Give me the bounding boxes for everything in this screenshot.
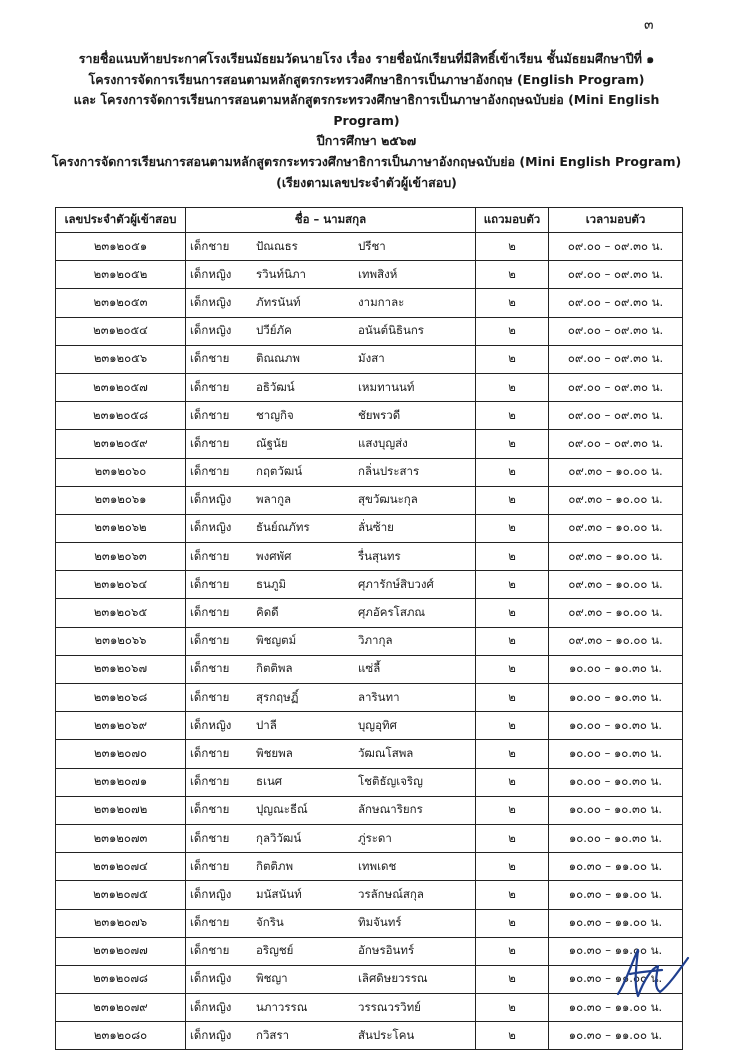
header-line: โครงการจัดการเรียนการสอนตามหลักสูตรกระทรวงศึกษาธิการเป็นภาษาอังกฤษ (English Program) [88, 71, 645, 87]
report-line-cell: ๒ [476, 571, 549, 599]
name-title: เด็กชาย [190, 379, 230, 394]
report-line-cell: ๒ [476, 937, 549, 965]
last-name: ภู่ระดา [358, 830, 392, 845]
report-time-cell: ๐๙.๓๐ – ๑๐.๐๐ น. [549, 543, 683, 571]
table-row [56, 712, 683, 740]
last-name: เทพเดช [358, 858, 397, 873]
name-title: เด็กชาย [190, 745, 230, 760]
report-line-cell: ๒ [476, 796, 549, 824]
report-time-cell: ๐๙.๓๐ – ๑๐.๐๐ น. [549, 627, 683, 655]
last-name: ลารินทา [358, 689, 400, 704]
exam-id-cell: ๒๓๑๒๐๕๖ [56, 345, 186, 373]
report-time-cell: ๑๐.๓๐ – ๑๑.๐๐ น. [549, 853, 683, 881]
exam-id-cell: ๒๓๑๒๐๗๑ [56, 768, 186, 796]
report-line-cell: ๒ [476, 824, 549, 852]
first-name: สุรกฤษฏิ์ [256, 689, 299, 704]
column-header-line: แถวมอบตัว [476, 208, 549, 233]
report-line-cell: ๒ [476, 994, 549, 1022]
exam-id-cell: ๒๓๑๒๐๖๔ [56, 571, 186, 599]
column-header-name: ชื่อ – นามสกุล [186, 208, 476, 233]
first-name: ณัฐนัย [256, 435, 288, 450]
first-name: กิตติพล [256, 661, 293, 676]
exam-id-cell: ๒๓๑๒๐๖๓ [56, 543, 186, 571]
exam-id-cell: ๒๓๑๒๐๕๙ [56, 430, 186, 458]
report-line-cell: ๒ [476, 458, 549, 486]
report-line-cell: ๒ [476, 627, 549, 655]
report-time-cell: ๐๙.๐๐ – ๐๙.๓๐ น. [549, 289, 683, 317]
report-time-cell: ๐๙.๐๐ – ๐๙.๓๐ น. [549, 317, 683, 345]
exam-id-cell: ๒๓๑๒๐๕๒ [56, 261, 186, 289]
first-name: ปุญณะธีณ์ [256, 802, 308, 817]
column-header-id: เลขประจำตัวผู้เข้าสอบ [56, 208, 186, 233]
table-row [56, 345, 683, 373]
exam-id-cell: ๒๓๑๒๐๖๒ [56, 514, 186, 542]
last-name: งามกาละ [358, 294, 405, 309]
report-time-cell: ๐๙.๓๐ – ๑๐.๐๐ น. [549, 486, 683, 514]
name-title: เด็กชาย [190, 548, 230, 563]
first-name: พิชยพล [256, 745, 293, 760]
exam-id-cell: ๒๓๑๒๐๗๕ [56, 881, 186, 909]
first-name: รวินท์นิภา [256, 266, 306, 281]
last-name: กลิ่นประสาร [358, 464, 420, 479]
exam-id-cell: ๒๓๑๒๐๕๘ [56, 402, 186, 430]
student-name-cell [186, 655, 476, 683]
exam-id-cell: ๒๓๑๒๐๗๒ [56, 796, 186, 824]
report-line-cell: ๒ [476, 261, 549, 289]
last-name: วรลักษณ์สกุล [358, 886, 424, 901]
report-line-cell: ๒ [476, 1022, 549, 1050]
first-name: ปัณณธร [256, 238, 298, 253]
last-name: รื่นสุนทร [358, 548, 401, 563]
name-title: เด็กชาย [190, 802, 230, 817]
exam-id-cell: ๒๓๑๒๐๕๗ [56, 373, 186, 401]
name-title: เด็กหญิง [190, 520, 232, 535]
student-name-cell [186, 712, 476, 740]
last-name: เหมทานนท์ [358, 379, 415, 394]
signature-stroke [618, 950, 688, 996]
exam-id-cell: ๒๓๑๒๐๗๖ [56, 909, 186, 937]
exam-id-cell: ๒๓๑๒๐๗๗ [56, 937, 186, 965]
table-header-row [56, 208, 683, 233]
table-row [56, 824, 683, 852]
student-name-cell [186, 373, 476, 401]
report-time-cell: ๑๐.๐๐ – ๑๐.๓๐ น. [549, 655, 683, 683]
table-row [56, 317, 683, 345]
table-row [56, 853, 683, 881]
first-name: ติณณภพ [256, 351, 300, 366]
student-name-cell [186, 430, 476, 458]
first-name: กิตติภพ [256, 858, 294, 873]
report-line-cell: ๒ [476, 909, 549, 937]
last-name: ปรีชา [358, 238, 386, 253]
first-name: กวิสรา [256, 1027, 290, 1042]
student-name-cell [186, 768, 476, 796]
column-header-time: เวลามอบตัว [549, 208, 683, 233]
last-name: ชัยพรวดี [358, 407, 401, 422]
student-name-cell [186, 684, 476, 712]
table-row [56, 289, 683, 317]
table-row [56, 430, 683, 458]
last-name: ลักษณาริยกร [358, 802, 423, 817]
last-name: แสงบุญส่ง [358, 435, 408, 450]
exam-id-cell: ๒๓๑๒๐๕๑ [56, 233, 186, 261]
table-row [56, 543, 683, 571]
first-name: กุลวิวัฒน์ [256, 830, 302, 845]
last-name: สุขวัฒนะกุล [358, 492, 418, 507]
name-title: เด็กหญิง [190, 717, 232, 732]
report-line-cell: ๒ [476, 881, 549, 909]
report-time-cell: ๐๙.๓๐ – ๑๐.๐๐ น. [549, 514, 683, 542]
table-row [56, 768, 683, 796]
student-name-cell [186, 853, 476, 881]
name-title: เด็กชาย [190, 435, 230, 450]
student-name-cell [186, 317, 476, 345]
report-time-cell: ๐๙.๐๐ – ๐๙.๓๐ น. [549, 373, 683, 401]
first-name: จักริน [256, 915, 284, 930]
student-name-cell [186, 599, 476, 627]
report-line-cell: ๒ [476, 853, 549, 881]
document-header [40, 49, 693, 152]
report-line-cell: ๒ [476, 430, 549, 458]
exam-id-cell: ๒๓๑๒๐๖๙ [56, 712, 186, 740]
table-row [56, 599, 683, 627]
name-title: เด็กชาย [190, 943, 230, 958]
student-name-cell [186, 514, 476, 542]
student-name-cell [186, 233, 476, 261]
table-row [56, 373, 683, 401]
last-name: แซ่ลี้ [358, 661, 381, 676]
report-time-cell: ๐๙.๓๐ – ๑๐.๐๐ น. [549, 571, 683, 599]
last-name: ทิมจันทร์ [358, 915, 402, 930]
last-name: สันประโคน [358, 1027, 415, 1042]
report-line-cell: ๒ [476, 712, 549, 740]
report-time-cell: ๐๙.๓๐ – ๑๐.๐๐ น. [549, 599, 683, 627]
report-line-cell: ๒ [476, 233, 549, 261]
report-line-cell: ๒ [476, 373, 549, 401]
first-name: อริญชย์ [256, 943, 294, 958]
report-line-cell: ๒ [476, 684, 549, 712]
report-line-cell: ๒ [476, 514, 549, 542]
first-name: อธิวัฒน์ [256, 379, 295, 394]
report-time-cell: ๐๙.๐๐ – ๐๙.๓๐ น. [549, 430, 683, 458]
student-name-cell [186, 543, 476, 571]
table-row [56, 571, 683, 599]
name-title: เด็กหญิง [190, 266, 232, 281]
student-name-cell [186, 740, 476, 768]
report-time-cell: ๑๐.๓๐ – ๑๑.๐๐ น. [549, 909, 683, 937]
student-name-cell [186, 937, 476, 965]
student-name-cell [186, 965, 476, 993]
report-time-cell: ๑๐.๓๐ – ๑๑.๐๐ น. [549, 1022, 683, 1050]
header-line: และ โครงการจัดการเรียนการสอนตามหลักสูตรกระทรวงศึกษาธิการเป็นภาษาอังกฤษฉบับย่อ (Mini English Program) [73, 92, 660, 128]
student-name-cell [186, 486, 476, 514]
name-title: เด็กชาย [190, 689, 230, 704]
last-name: วิภากุล [358, 633, 393, 648]
student-name-cell [186, 402, 476, 430]
last-name: เทพสิงห์ [358, 266, 398, 281]
name-title: เด็กชาย [190, 351, 230, 366]
last-name: โชติธัญเจริญ [358, 774, 423, 789]
name-title: เด็กหญิง [190, 886, 232, 901]
table-row [56, 994, 683, 1022]
student-name-cell [186, 1022, 476, 1050]
first-name: ธเนศ [256, 774, 283, 789]
name-title: เด็กชาย [190, 858, 230, 873]
table-row [56, 402, 683, 430]
last-name: อักษรอินทร์ [358, 943, 415, 958]
name-title: เด็กชาย [190, 605, 230, 620]
last-name: ศุภอัครโสภณ [358, 605, 426, 620]
report-time-cell: ๐๙.๐๐ – ๐๙.๓๐ น. [549, 345, 683, 373]
first-name: ปาลี [256, 717, 277, 732]
report-time-cell: ๑๐.๓๐ – ๑๑.๐๐ น. [549, 937, 683, 965]
table-row [56, 261, 683, 289]
report-time-cell: ๐๙.๓๐ – ๑๐.๐๐ น. [549, 458, 683, 486]
table-row [56, 458, 683, 486]
table-row [56, 937, 683, 965]
exam-id-cell: ๒๓๑๒๐๖๗ [56, 655, 186, 683]
first-name: นภาวรรณ [256, 999, 308, 1014]
name-title: เด็กชาย [190, 774, 230, 789]
report-line-cell: ๒ [476, 655, 549, 683]
student-name-cell [186, 994, 476, 1022]
exam-id-cell: ๒๓๑๒๐๕๔ [56, 317, 186, 345]
report-time-cell: ๑๐.๐๐ – ๑๐.๓๐ น. [549, 796, 683, 824]
student-name-cell [186, 289, 476, 317]
report-time-cell: ๑๐.๐๐ – ๑๐.๓๐ น. [549, 684, 683, 712]
header-line: ปีการศึกษา ๒๕๖๗ [316, 133, 417, 148]
report-line-cell: ๒ [476, 402, 549, 430]
student-roster-table [55, 207, 683, 1050]
last-name: มังสา [358, 351, 385, 366]
report-time-cell: ๑๐.๐๐ – ๑๐.๓๐ น. [549, 740, 683, 768]
table-body [56, 233, 683, 1050]
last-name: ลั่นซ้าย [358, 520, 394, 535]
table-row [56, 627, 683, 655]
header-line: รายชื่อแนบท้ายประกาศโรงเรียนมัธยมวัดนายโรง เรื่อง รายชื่อนักเรียนที่มีสิทธิ์เข้าเรียน ชั้นมัธยมศึกษาปีที่ ๑ [78, 51, 655, 66]
table-row [56, 796, 683, 824]
name-title: เด็กหญิง [190, 1027, 232, 1042]
report-line-cell: ๒ [476, 317, 549, 345]
student-name-cell [186, 824, 476, 852]
report-time-cell: ๐๙.๐๐ – ๐๙.๓๐ น. [549, 402, 683, 430]
first-name: ธนภูมิ [256, 576, 287, 591]
table-row [56, 684, 683, 712]
report-time-cell: ๑๐.๓๐ – ๑๑.๐๐ น. [549, 994, 683, 1022]
student-name-cell [186, 909, 476, 937]
name-title: เด็กหญิง [190, 294, 232, 309]
last-name: เลิศดิษยวรรณ [358, 971, 428, 986]
student-name-cell [186, 345, 476, 373]
report-time-cell: ๑๐.๐๐ – ๑๐.๓๐ น. [549, 768, 683, 796]
report-line-cell: ๒ [476, 740, 549, 768]
name-title: เด็กชาย [190, 915, 230, 930]
first-name: ภัทรนันท์ [256, 294, 301, 309]
name-title: เด็กหญิง [190, 323, 232, 338]
report-line-cell: ๒ [476, 345, 549, 373]
first-name: พิชญา [256, 971, 288, 986]
first-name: ชาญกิจ [256, 407, 294, 422]
student-name-cell [186, 796, 476, 824]
name-title: เด็กหญิง [190, 999, 232, 1014]
last-name: วัฒณโสพล [358, 745, 414, 760]
table-row [56, 965, 683, 993]
exam-id-cell: ๒๓๑๒๐๖๘ [56, 684, 186, 712]
table-row [56, 514, 683, 542]
exam-id-cell: ๒๓๑๒๐๕๓ [56, 289, 186, 317]
signature-mark [612, 938, 694, 1006]
table-row [56, 909, 683, 937]
name-title: เด็กชาย [190, 661, 230, 676]
name-title: เด็กชาย [190, 830, 230, 845]
last-name: ศุภารักษ์สิบวงศ์ [358, 576, 434, 591]
first-name: พิชญตม์ [256, 633, 297, 648]
report-time-cell: ๑๐.๐๐ – ๑๐.๓๐ น. [549, 712, 683, 740]
report-line-cell: ๒ [476, 768, 549, 796]
name-title: เด็กชาย [190, 576, 230, 591]
table-row [56, 1022, 683, 1050]
exam-id-cell: ๒๓๑๒๐๗๓ [56, 824, 186, 852]
exam-id-cell: ๒๓๑๒๐๗๐ [56, 740, 186, 768]
name-title: เด็กชาย [190, 464, 230, 479]
table-row [56, 486, 683, 514]
report-time-cell: ๑๐.๓๐ – ๑๑.๐๐ น. [549, 881, 683, 909]
report-time-cell: ๑๐.๓๐ – ๑๑.๐๐ น. [549, 965, 683, 993]
student-name-cell [186, 458, 476, 486]
name-title: เด็กหญิง [190, 492, 232, 507]
first-name: คิดดี [256, 605, 279, 620]
name-title: เด็กชาย [190, 633, 230, 648]
page-number: ๓ [644, 17, 654, 33]
student-name-cell [186, 571, 476, 599]
report-line-cell: ๒ [476, 486, 549, 514]
report-line-cell: ๒ [476, 289, 549, 317]
exam-id-cell: ๒๓๑๒๐๖๖ [56, 627, 186, 655]
sort-note: (เรียงตามเลขประจำตัวผู้เข้าสอบ) [276, 175, 457, 190]
name-title: เด็กหญิง [190, 971, 232, 986]
table-row [56, 881, 683, 909]
first-name: มนัสนันท์ [256, 886, 302, 901]
exam-id-cell: ๒๓๑๒๐๗๔ [56, 853, 186, 881]
table-row [56, 655, 683, 683]
first-name: กฤตวัฒน์ [256, 464, 303, 479]
report-line-cell: ๒ [476, 599, 549, 627]
report-time-cell: ๐๙.๐๐ – ๐๙.๓๐ น. [549, 233, 683, 261]
table-row [56, 233, 683, 261]
exam-id-cell: ๒๓๑๒๐๘๐ [56, 1022, 186, 1050]
student-name-cell [186, 881, 476, 909]
last-name: บุญอุทิศ [358, 717, 397, 732]
exam-id-cell: ๒๓๑๒๐๗๘ [56, 965, 186, 993]
last-name: อนันต์นิธินกร [358, 323, 424, 338]
program-subtitle [40, 151, 693, 193]
exam-id-cell: ๒๓๑๒๐๖๑ [56, 486, 186, 514]
student-name-cell [186, 261, 476, 289]
last-name: วรรณวรวิทย์ [358, 999, 421, 1014]
program-title: โครงการจัดการเรียนการสอนตามหลักสูตรกระทรวงศึกษาธิการเป็นภาษาอังกฤษฉบับย่อ (Mini English Program) [51, 154, 682, 169]
report-line-cell: ๒ [476, 543, 549, 571]
report-time-cell: ๑๐.๐๐ – ๑๐.๓๐ น. [549, 824, 683, 852]
report-line-cell: ๒ [476, 965, 549, 993]
first-name: พลากูล [256, 492, 292, 507]
report-time-cell: ๐๙.๐๐ – ๐๙.๓๐ น. [549, 261, 683, 289]
name-title: เด็กชาย [190, 407, 230, 422]
first-name: ธันย์ณภัทร [256, 520, 310, 535]
table-row [56, 740, 683, 768]
exam-id-cell: ๒๓๑๒๐๖๕ [56, 599, 186, 627]
name-title: เด็กชาย [190, 238, 230, 253]
first-name: ปวีย์ภัค [256, 323, 292, 338]
first-name: พงศพัศ [256, 548, 292, 563]
student-name-cell [186, 627, 476, 655]
exam-id-cell: ๒๓๑๒๐๖๐ [56, 458, 186, 486]
exam-id-cell: ๒๓๑๒๐๗๙ [56, 994, 186, 1022]
